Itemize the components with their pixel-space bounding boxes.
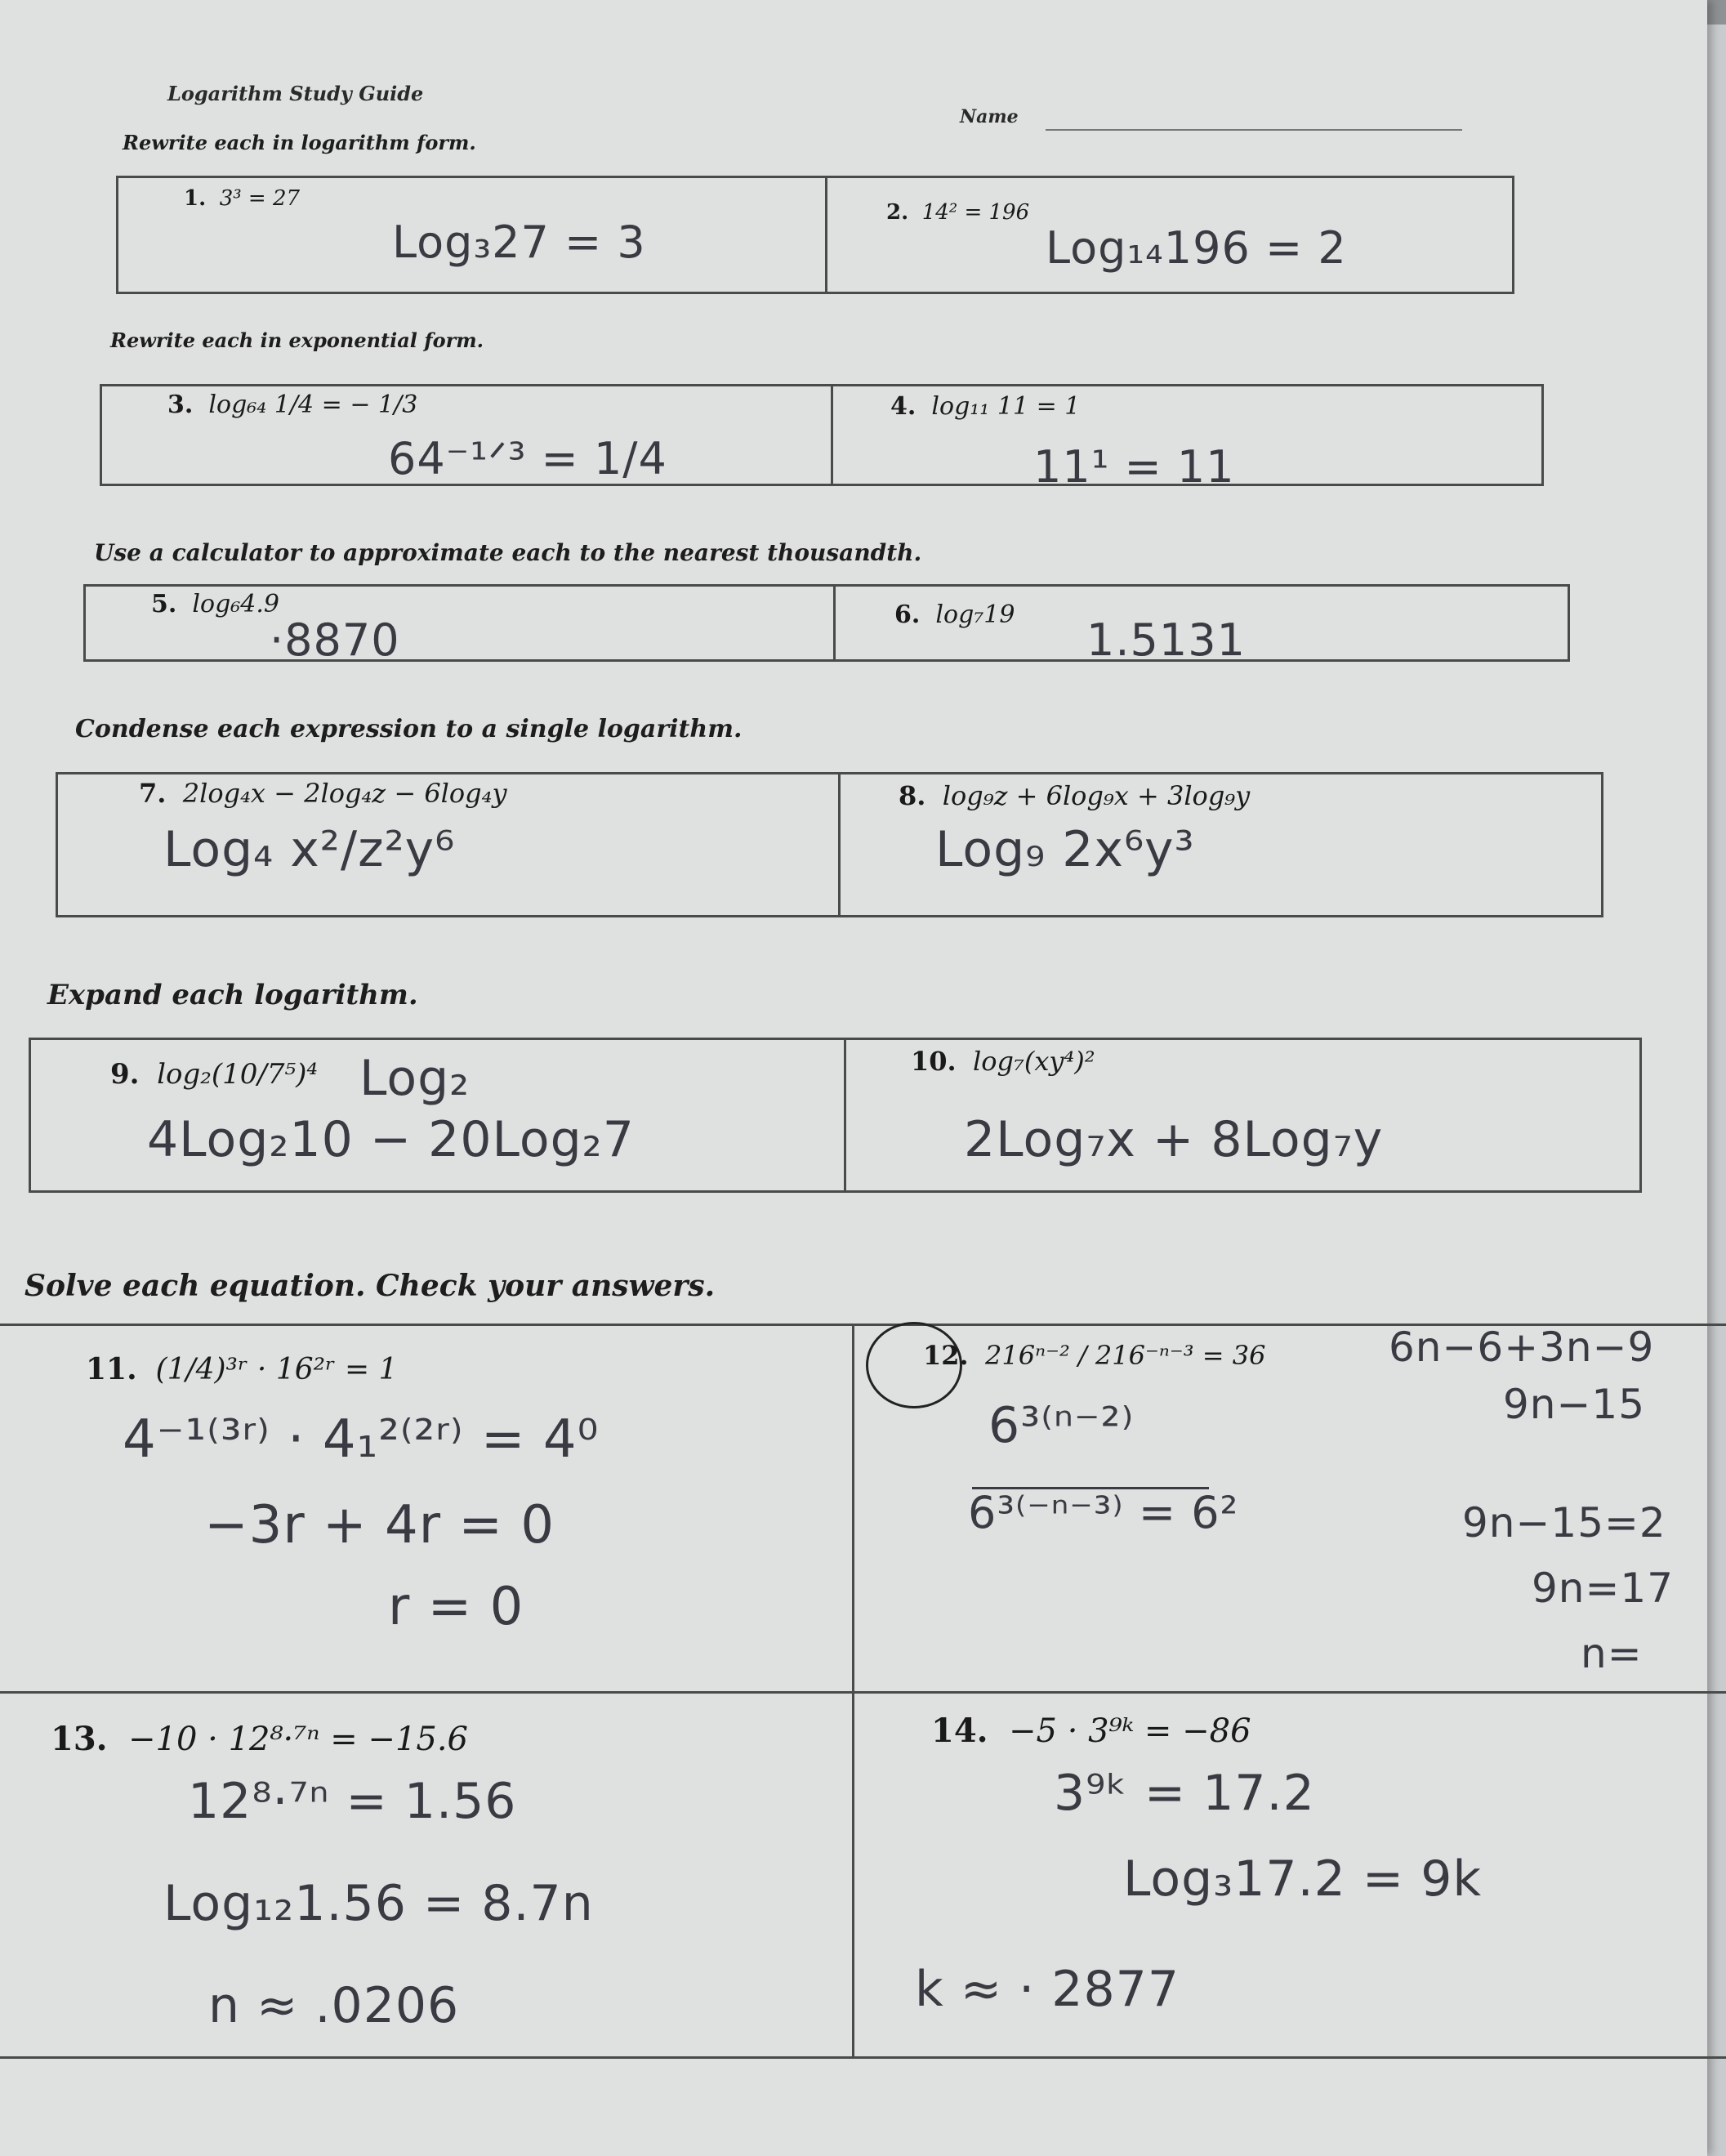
- problem-10: [911, 1046, 1095, 1077]
- box-row-divider: [0, 1691, 1726, 1694]
- work-14-line-3: k ≈ · 2877: [915, 1961, 1180, 2018]
- work-11-line-3: r = 0: [388, 1577, 524, 1637]
- work-12-side-4: 9n=17: [1532, 1565, 1675, 1612]
- box-divider: [831, 386, 833, 484]
- problem-number: 4.: [890, 392, 917, 421]
- problem-9: [110, 1058, 318, 1091]
- problem-text: 2log₄x − 2log₄z − 6log₄y: [182, 778, 507, 809]
- problem-text: 216ⁿ⁻² / 216⁻ⁿ⁻³ = 36: [985, 1340, 1266, 1371]
- problem-number: 3.: [167, 391, 194, 419]
- problem-text: (1/4)³ʳ · 16²ʳ = 1: [155, 1353, 398, 1386]
- problem-text: −5 · 3⁹ᵏ = −86: [1009, 1712, 1251, 1750]
- problem-text: 3³ = 27: [219, 186, 301, 211]
- problem-12: [923, 1340, 1265, 1371]
- problem-text: 14² = 196: [921, 200, 1030, 225]
- problem-number: 11.: [86, 1352, 137, 1386]
- work-12-line-1: 6³⁽ⁿ⁻²⁾: [988, 1397, 1135, 1454]
- answer-6: 1.5131: [1086, 614, 1246, 666]
- problem-number: 14.: [931, 1712, 988, 1750]
- problem-number: 5.: [151, 590, 177, 618]
- work-13-line-2: Log₁₂1.56 = 8.7n: [163, 1875, 594, 1932]
- work-12-side-1: 6n−6+3n−9: [1389, 1324, 1655, 1371]
- answer-8: Log₉ 2x⁶y³: [935, 821, 1195, 878]
- problem-6: [894, 600, 1015, 629]
- problem-number: 8.: [899, 780, 926, 811]
- problem-4: [890, 392, 1080, 421]
- box-divider: [838, 774, 841, 915]
- problem-number: 2.: [886, 200, 909, 225]
- answer-9-a: Log₂: [359, 1050, 471, 1107]
- problem-number: 7.: [139, 778, 167, 809]
- problem-2: [886, 200, 1029, 225]
- problem-14: [931, 1712, 1251, 1750]
- problem-1: [184, 186, 300, 211]
- work-12-line-2: 6³⁽⁻ⁿ⁻³⁾ = 6²: [968, 1487, 1239, 1538]
- problem-number: 9.: [110, 1058, 140, 1091]
- problem-number: 12.: [923, 1340, 969, 1371]
- section-log-form: Rewrite each in logarithm form.: [123, 131, 476, 154]
- box-divider: [833, 587, 836, 659]
- problem-text: log₁₁ 11 = 1: [931, 392, 1081, 421]
- answer-2: Log₁₄196 = 2: [1046, 222, 1347, 274]
- problem-number: 10.: [911, 1046, 957, 1077]
- problem-7: [139, 778, 507, 809]
- section-condense: Condense each expression to a single logarithm.: [75, 715, 743, 743]
- problem-text: log₇19: [935, 600, 1015, 629]
- section-calculator: Use a calculator to approximate each to the nearest thousandth.: [94, 539, 922, 566]
- problem-text: log₆₄ 1/4 = − 1/3: [208, 391, 418, 419]
- answer-3: 64⁻¹ᐟ³ = 1/4: [388, 433, 667, 484]
- problem-text: log₇(xy⁴)²: [973, 1046, 1095, 1077]
- problem-3: [167, 391, 417, 419]
- page-title: Logarithm Study Guide: [167, 82, 424, 105]
- section-expand: Expand each logarithm.: [47, 979, 418, 1011]
- section-exp-form: Rewrite each in exponential form.: [110, 328, 484, 352]
- work-12-side-5: n=: [1581, 1630, 1643, 1677]
- problem-number: 13.: [51, 1720, 108, 1758]
- name-line: [1046, 129, 1462, 131]
- work-11-line-2: −3r + 4r = 0: [204, 1495, 555, 1556]
- work-14-line-2: Log₃17.2 = 9k: [1123, 1850, 1483, 1908]
- problem-text: −10 · 12⁸·⁷ⁿ = −15.6: [128, 1721, 469, 1758]
- work-12-side-2: 9n−15: [1503, 1381, 1646, 1428]
- answer-10: 2Log₇x + 8Log₇y: [964, 1111, 1384, 1168]
- problem-text: log₆4.9: [192, 590, 280, 618]
- work-14-line-1: 3⁹ᵏ = 17.2: [1054, 1765, 1315, 1822]
- work-13-line-1: 12⁸·⁷ⁿ = 1.56: [188, 1773, 517, 1830]
- problem-number: 6.: [894, 600, 921, 629]
- problem-number: 1.: [184, 186, 207, 211]
- name-label: Name: [960, 106, 1019, 127]
- answer-1: Log₃27 = 3: [392, 216, 646, 268]
- work-11-line-1: 4⁻¹⁽³ʳ⁾ · 4₁²⁽²ʳ⁾ = 4⁰: [123, 1409, 600, 1470]
- work-13-line-3: n ≈ .0206: [208, 1977, 460, 2034]
- problem-5: [151, 590, 279, 618]
- box-divider: [844, 1040, 846, 1190]
- answer-5: ·8870: [270, 614, 400, 666]
- answer-7: Log₄ x²/z²y⁶: [163, 821, 456, 878]
- answer-4: 11¹ = 11: [1033, 441, 1235, 493]
- problem-text: log₉z + 6log₉x + 3log₉y: [942, 780, 1251, 811]
- box-divider: [825, 178, 827, 292]
- problem-13: [51, 1720, 468, 1758]
- problem-11: [86, 1352, 398, 1386]
- work-12-side-3: 9n−15=2: [1462, 1499, 1666, 1547]
- problem-text: log₂(10/7⁵)⁴: [157, 1058, 319, 1091]
- answer-9-b: 4Log₂10 − 20Log₂7: [147, 1111, 635, 1168]
- section-solve: Solve each equation. Check your answers.: [25, 1269, 716, 1303]
- problem-8: [899, 780, 1250, 811]
